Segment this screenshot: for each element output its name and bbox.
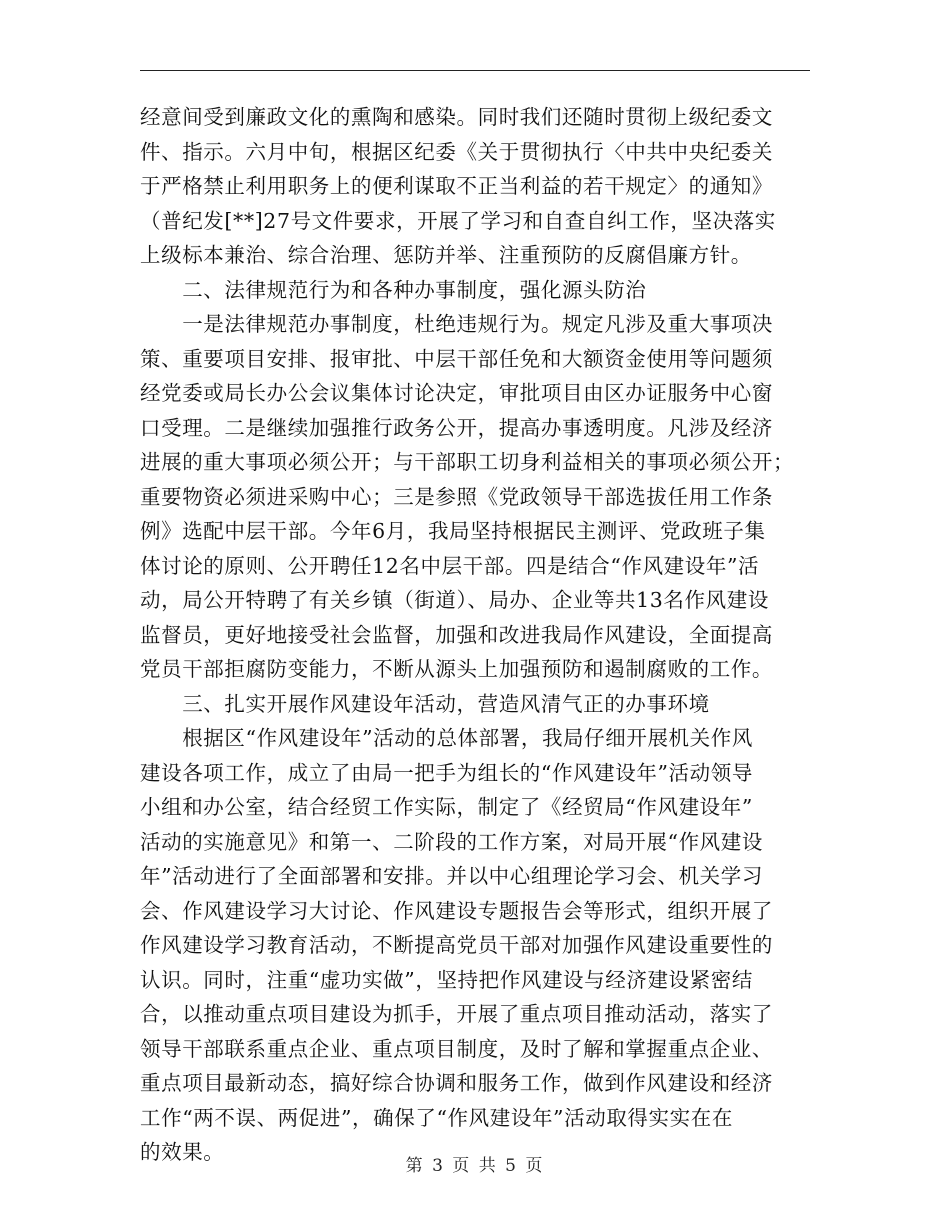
text-line: 工作“两不误、两促进”，确保了“作风建设年”活动取得实实在在 [140,1105,733,1130]
header-rule [140,70,810,71]
text-line: 重点项目最新动态，搞好综合协调和服务工作，做到作风建设和经济 [140,1071,773,1095]
text-line: 的效果。 [140,1140,225,1164]
text-line: 领导干部联系重点企业、重点项目制度，及时了解和掌握重点企业、 [140,1036,773,1061]
text-line: 活动的实施意见》和第一、二阶段的工作方案，对局开展“作风建设 [140,829,763,854]
text-line: 小组和办公室，结合经贸工作实际，制定了《经贸局“作风建设年” [140,795,753,819]
text-line: 一是法律规范办事制度，杜绝违规行为。规定凡涉及重大事项决 [140,312,773,336]
text-line: 进展的重大事项必须公开；与干部职工切身利益相关的事项必须公开； [140,450,795,474]
text-line: 件、指示。六月中旬，根据区纪委《关于贯彻执行〈中共中央纪委关 [140,139,773,164]
text-line: 重要物资必须进采购中心；三是参照《党政领导干部选拔任用工作条 [140,484,773,509]
text-line: 体讨论的原则、公开聘任12名中层干部。四是结合“作风建设年”活 [140,553,760,578]
text-line: 策、重要项目安排、报审批、中层干部任免和大额资金使用等问题须 [140,346,773,371]
text-line: 建设各项工作，成立了由局一把手为组长的“作风建设年”活动领导 [140,760,753,785]
section-heading: 三、扎实开展作风建设年活动，营造风清气正的办事环境 [140,691,710,716]
text-line: 监督员，更好地接受社会监督，加强和改进我局作风建设，全面提高 [140,622,773,647]
page-footer: 第 3 页 共 5 页 [405,1156,545,1176]
document-body [140,100,810,1170]
text-line: 口受理。二是继续加强推行政务公开，提高办事透明度。凡涉及经济 [140,415,773,440]
text-line: 经意间受到廉政文化的熏陶和感染。同时我们还随时贯彻上级纪委文 [140,105,773,129]
text-line: 认识。同时，注重“虚功实做”，坚持把作风建设与经济建设紧密结 [140,967,753,992]
text-line: 年”活动进行了全面部署和安排。并以中心组理论学习会、机关学习 [140,864,763,888]
text-line: 经党委或局长办公会议集体讨论决定，审批项目由区办证服务中心窗 [140,381,773,405]
text-line: 根据区“作风建设年”活动的总体部署，我局仔细开展机关作风 [140,726,753,750]
text-line: 会、作风建设学习大讨论、作风建设专题报告会等形式，组织开展了 [140,898,773,923]
text-line: 党员干部拒腐防变能力，不断从源头上加强预防和遏制腐败的工作。 [140,657,773,681]
text-line: 例》选配中层干部。今年6月，我局坚持根据民主测评、党政班子集 [140,519,766,543]
section-heading: 二、法律规范行为和各种办事制度，强化源头防治 [140,277,647,302]
text-line: （普纪发[**]27号文件要求，开展了学习和自查自纠工作，坚决落实 [140,208,776,233]
text-line: 于严格禁止利用职务上的便利谋取不正当利益的若干规定〉的通知》 [140,174,773,198]
text-line: 动，局公开特聘了有关乡镇（街道）、局办、企业等共13名作风建设 [140,588,769,612]
text-line: 合，以推动重点项目建设为抓手，开展了重点项目推动活动，落实了 [140,1002,773,1026]
text-line: 上级标本兼治、综合治理、惩防并举、注重预防的反腐倡廉方针。 [140,243,752,267]
text-line: 作风建设学习教育活动，不断提高党员干部对加强作风建设重要性的 [140,933,773,957]
